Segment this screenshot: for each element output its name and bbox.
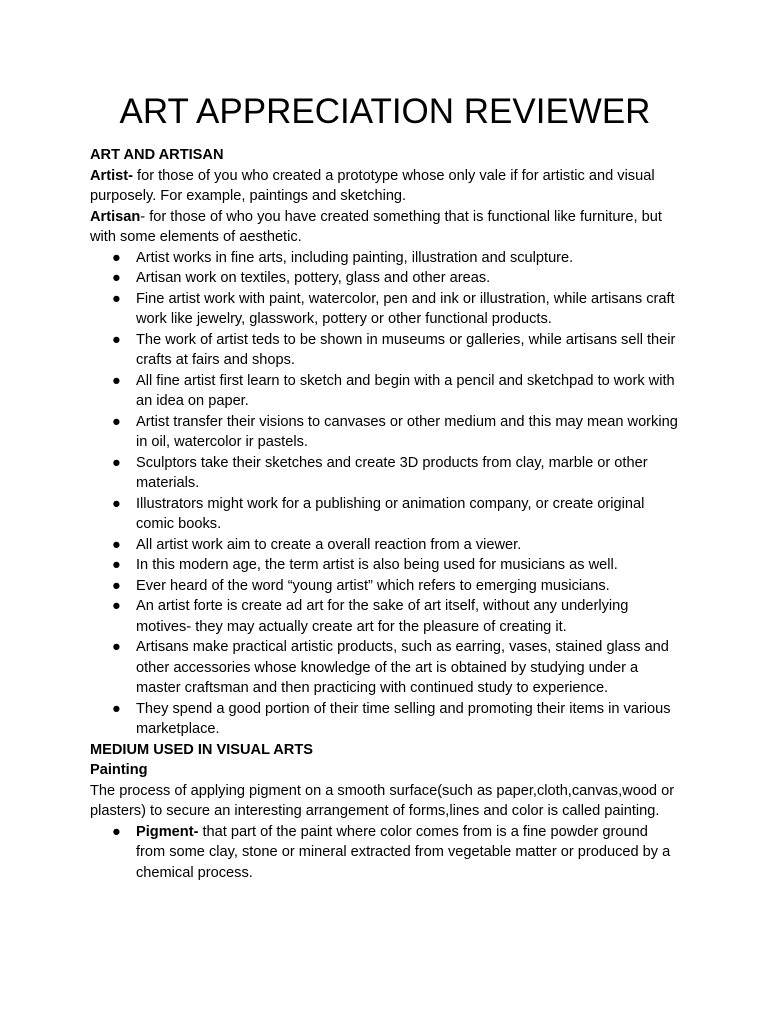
bullet-icon: ● xyxy=(112,495,121,512)
list-item-text: They spend a good portion of their time selling and promoting their items in various marketplace. xyxy=(136,700,671,737)
bullet-icon: ● xyxy=(112,598,121,614)
list-item-text: Fine artist work with paint, watercolor, pen and ink or illustration, while artisans craft work like jewelry, glasswork, pottery or other functional products. xyxy=(136,290,675,327)
list-item-text: Sculptors take their sketches and create 3D products from clay, marble or other materials. xyxy=(136,454,648,491)
bullet-icon: ● xyxy=(112,639,121,655)
list-item-text: Artisan work on textiles, pottery, glass and other areas. xyxy=(136,270,491,286)
list-item-text: All artist work aim to create a overall reaction from a viewer. xyxy=(136,536,522,553)
painting-paragraph: The process of applying pigment on a smooth surface(such as paper,cloth,canvas,wood or plasters) to secure an interesting arrangement of forms,lines and color is called painting. xyxy=(90,782,675,819)
list-item xyxy=(90,453,680,494)
list-item xyxy=(90,289,680,330)
list-item xyxy=(90,555,680,576)
bullet-icon: ● xyxy=(112,249,121,266)
list-item xyxy=(90,699,680,740)
list-item xyxy=(90,576,680,597)
artisan-definition xyxy=(90,207,680,248)
list-item xyxy=(90,596,680,637)
pigment-definition-text: that part of the paint where color comes from is a fine powder ground from some clay, stone or mineral extracted from vegetable matter or produced by a chemical process. xyxy=(136,823,671,881)
bullet-icon: ● xyxy=(112,413,121,430)
bullet-icon: ● xyxy=(112,536,121,553)
list-item-text: In this modern age, the term artist is also being used for musicians as well. xyxy=(136,557,618,573)
document-body xyxy=(90,145,680,883)
list-item xyxy=(90,330,680,371)
subheading-painting: Painting xyxy=(90,762,148,778)
list-item xyxy=(90,822,680,884)
artisan-term: Artisan xyxy=(90,208,141,225)
section-heading-medium: MEDIUM USED IN VISUAL ARTS xyxy=(90,741,313,758)
bullet-icon: ● xyxy=(112,270,121,286)
list-item-text: Artisans make practical artistic products, such as earring, vases, stained glass and other accessories whose knowledge of the art is obtained by studying under a master craftsman and then practicing with continued study to experience. xyxy=(136,639,669,696)
artist-definition xyxy=(90,166,680,207)
list-item xyxy=(90,637,680,699)
list-item-text: Artist transfer their visions to canvases or other medium and this may mean working in oil, watercolor ir pastels. xyxy=(136,413,678,450)
list-item-text: The work of artist teds to be shown in museums or galleries, while artisans sell their crafts at fairs and shops. xyxy=(136,331,676,368)
bullet-icon: ● xyxy=(112,823,121,840)
bullet-icon: ● xyxy=(112,331,121,348)
artist-term: Artist- xyxy=(90,167,133,184)
bullet-icon: ● xyxy=(112,577,121,594)
list-item-text: Artist works in fine arts, including painting, illustration and sculpture. xyxy=(136,249,574,266)
list-item xyxy=(90,412,680,453)
pigment-term: Pigment- xyxy=(136,823,199,840)
artisan-definition-text: - for those of who you have created something that is functional like furniture, but with some elements of aesthetic. xyxy=(90,208,662,245)
list-item xyxy=(90,535,680,556)
list-item xyxy=(90,248,680,269)
section-heading-art-and-artisan: ART AND ARTISAN xyxy=(90,147,224,163)
list-item-text: Ever heard of the word “young artist” which refers to emerging musicians. xyxy=(136,577,610,594)
bullet-icon: ● xyxy=(112,290,121,307)
bullet-icon: ● xyxy=(112,454,121,471)
artist-artisan-bullet-list xyxy=(90,248,680,740)
list-item xyxy=(90,494,680,535)
bullet-icon: ● xyxy=(112,557,121,573)
bullet-icon: ● xyxy=(112,372,121,389)
list-item-text: All fine artist first learn to sketch and begin with a pencil and sketchpad to work with an idea on paper. xyxy=(136,372,675,409)
list-item xyxy=(90,371,680,412)
list-item-text: Illustrators might work for a publishing or animation company, or create original comic books. xyxy=(136,495,645,532)
artist-definition-text: for those of you who created a prototype whose only vale if for artistic and visual purposely. For example, paintings and sketching. xyxy=(90,167,655,204)
bullet-icon: ● xyxy=(112,700,121,717)
list-item xyxy=(90,268,680,289)
painting-bullet-list xyxy=(90,822,680,884)
page-title: ART APPRECIATION REVIEWER xyxy=(119,92,651,131)
list-item-text: An artist forte is create ad art for the sake of art itself, without any underlying motives- they may actually create art for the pleasure of creating it. xyxy=(136,598,629,635)
